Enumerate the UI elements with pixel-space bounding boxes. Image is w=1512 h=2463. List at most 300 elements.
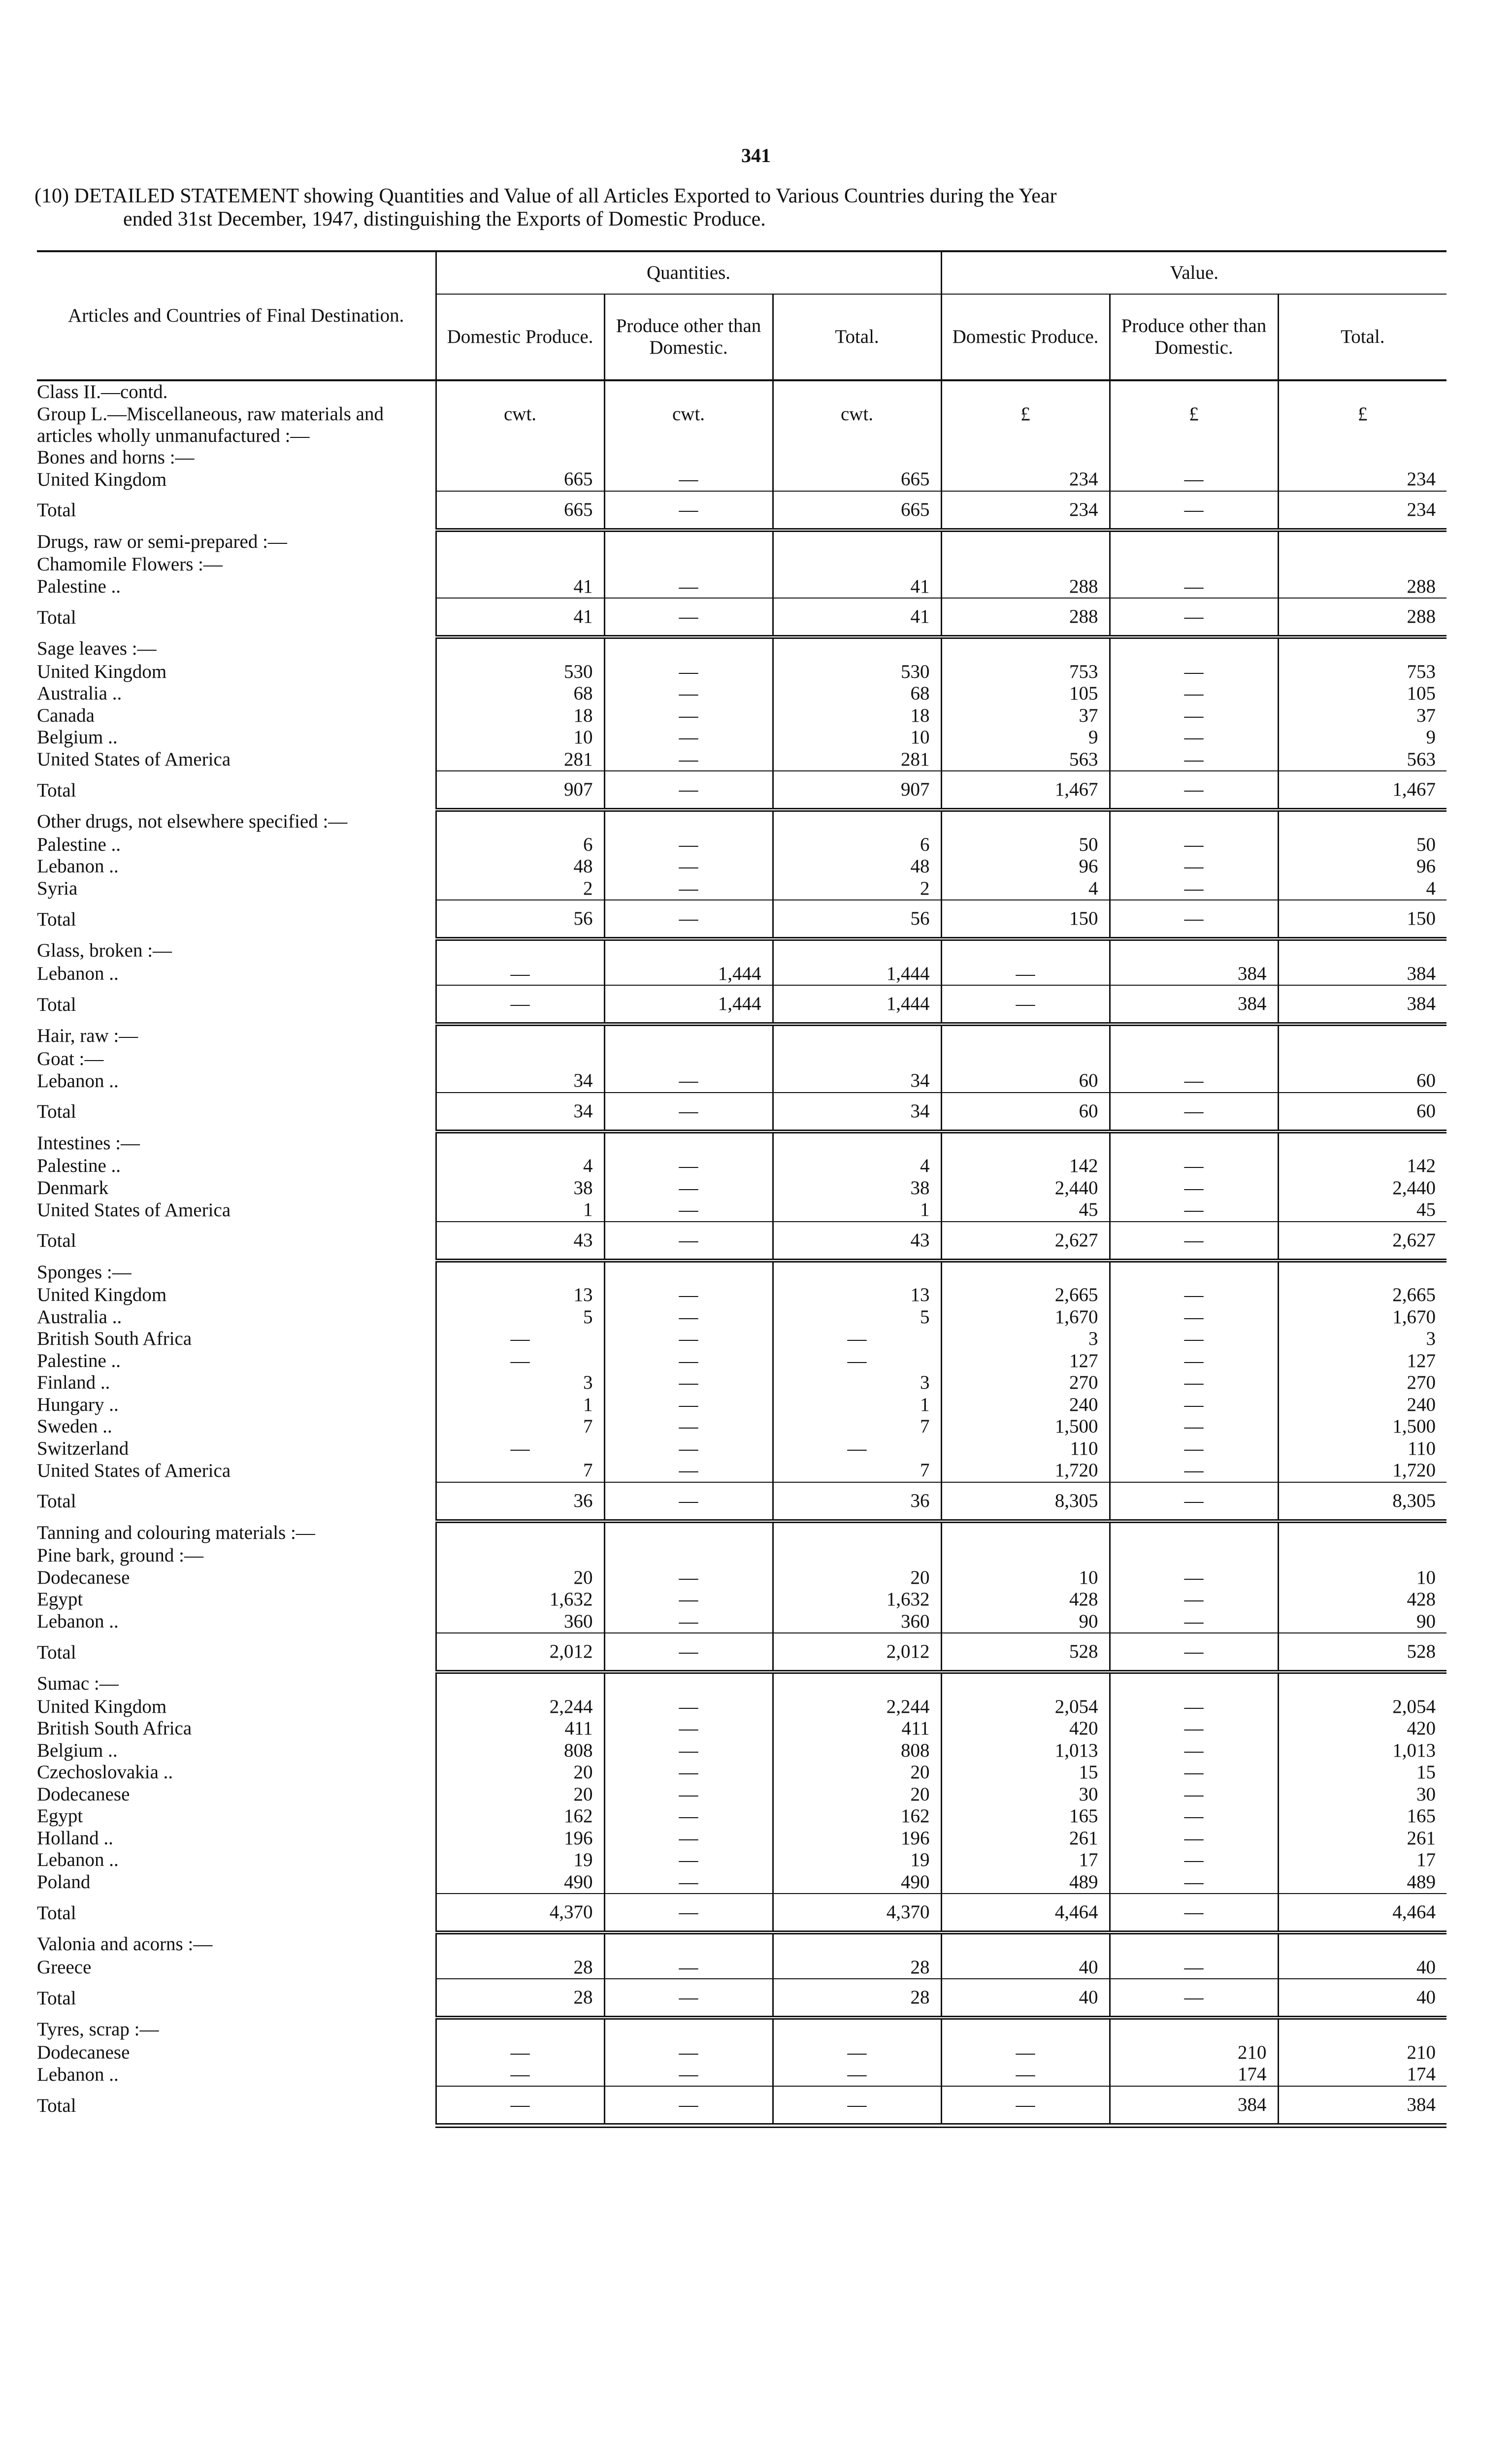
col-header-val-other: Produce other than Domestic.: [1110, 294, 1278, 380]
destination-label: Switzerland: [37, 1437, 129, 1459]
destination-label: Australia ..: [37, 1306, 122, 1328]
section-heading-row: [37, 1132, 1446, 1156]
total-label: Total: [37, 1902, 76, 1924]
empty-cell: [1110, 1672, 1278, 1696]
empty-cell: [436, 1261, 604, 1285]
cell-val-total: 1,500: [1278, 1416, 1446, 1438]
empty-cell: [941, 554, 1110, 576]
cell-val-other: —: [1110, 1957, 1278, 1979]
cell-qty-total: 4: [773, 1155, 941, 1177]
cell-qty-other: —: [604, 1849, 773, 1871]
cell-qty-domestic: —: [436, 1438, 604, 1460]
cell-val-domestic: 234: [941, 468, 1110, 491]
cell-qty-domestic: 28: [436, 1979, 604, 2018]
destination-label: United States of America: [37, 749, 231, 770]
cell-val-total: 288: [1278, 576, 1446, 599]
cell-qty-domestic: 490: [436, 1871, 604, 1894]
section-heading: Glass, broken :—: [37, 940, 172, 961]
cell-val-domestic: 40: [941, 1957, 1110, 1979]
destination-label: United Kingdom: [37, 1284, 167, 1305]
cell-val-domestic: 1,013: [941, 1740, 1110, 1762]
empty-cell: [773, 554, 941, 576]
cell-qty-total: 7: [773, 1416, 941, 1438]
cell-val-other: —: [1110, 598, 1278, 637]
section-heading: Bones and horns :—: [37, 446, 195, 468]
section-heading-row: [37, 1261, 1446, 1285]
page-heading: [34, 185, 1453, 231]
total-label: Total: [37, 1491, 76, 1512]
section-heading: Valonia and acorns :—: [37, 1933, 213, 1955]
cell-val-total: 50: [1278, 834, 1446, 856]
cell-val-other: —: [1110, 1567, 1278, 1589]
cell-qty-total: —: [773, 1328, 941, 1350]
destination-label: Greece: [37, 1957, 92, 1978]
section-heading-row: [37, 1672, 1446, 1696]
destination-label: British South Africa: [37, 1328, 192, 1349]
empty-cell: [604, 1132, 773, 1156]
cell-qty-other: —: [604, 1805, 773, 1828]
cell-val-domestic: 40: [941, 1979, 1110, 2018]
cell-val-domestic: 4,464: [941, 1894, 1110, 1932]
cell-val-total: 4,464: [1278, 1894, 1446, 1932]
table-row: [37, 1696, 1446, 1718]
cell-qty-total: 162: [773, 1805, 941, 1828]
cell-val-total: 2,440: [1278, 1177, 1446, 1199]
table-row: [37, 1372, 1446, 1394]
cell-qty-other: —: [604, 1784, 773, 1806]
table-row: [37, 1589, 1446, 1611]
cell-val-domestic: 2,665: [941, 1284, 1110, 1306]
empty-cell: [941, 810, 1110, 834]
cell-qty-domestic: 20: [436, 1784, 604, 1806]
cell-qty-other: —: [604, 1589, 773, 1611]
col-header-articles: Articles and Countries of Final Destination.: [37, 251, 436, 380]
destination-label: Palestine ..: [37, 833, 121, 855]
table-row: [37, 1284, 1446, 1306]
cell-val-other: —: [1110, 1979, 1278, 2018]
empty-cell: [773, 1261, 941, 1285]
section-heading: Chamomile Flowers :—: [37, 554, 223, 575]
cell-val-domestic: 2,054: [941, 1696, 1110, 1718]
cell-qty-domestic: 907: [436, 771, 604, 810]
empty-cell: [1278, 1932, 1446, 1957]
cell-val-total: 270: [1278, 1372, 1446, 1394]
cell-val-other: —: [1110, 834, 1278, 856]
total-label: Total: [37, 1230, 76, 1251]
cell-qty-total: 43: [773, 1222, 941, 1261]
empty-cell: [1278, 1261, 1446, 1285]
cell-qty-other: —: [604, 1284, 773, 1306]
empty-cell: [436, 1521, 604, 1545]
cell-qty-total: —: [773, 1350, 941, 1372]
cell-val-total: 37: [1278, 705, 1446, 727]
cell-qty-total: 10: [773, 727, 941, 749]
cell-val-other: —: [1110, 683, 1278, 705]
total-row: [37, 1894, 1446, 1932]
table-row: [37, 468, 1446, 491]
cell-qty-other: —: [604, 1696, 773, 1718]
total-row: [37, 1222, 1446, 1261]
total-label: Total: [37, 499, 76, 521]
class-label: Class II.—contd.: [37, 381, 168, 402]
total-row: [37, 491, 1446, 530]
cell-qty-domestic: —: [436, 985, 604, 1024]
empty-cell: [941, 1132, 1110, 1156]
cell-qty-other: —: [604, 727, 773, 749]
empty-cell: [604, 554, 773, 576]
cell-val-other: —: [1110, 1284, 1278, 1306]
total-row: [37, 900, 1446, 939]
cell-qty-domestic: 7: [436, 1460, 604, 1482]
cell-val-other: —: [1110, 705, 1278, 727]
cell-qty-domestic: —: [436, 1350, 604, 1372]
empty-cell: [1278, 1132, 1446, 1156]
destination-label: British South Africa: [37, 1718, 192, 1739]
empty-cell: [941, 1024, 1110, 1048]
destination-label: United Kingdom: [37, 468, 167, 490]
section-heading: Intestines :—: [37, 1132, 140, 1154]
col-header-qty-total: Total.: [773, 294, 941, 380]
empty-cell: [941, 1048, 1110, 1070]
empty-cell: [604, 939, 773, 963]
cell-qty-domestic: 38: [436, 1177, 604, 1199]
total-row: [37, 1979, 1446, 2018]
cell-val-total: 563: [1278, 749, 1446, 771]
cell-qty-other: —: [604, 705, 773, 727]
cell-qty-domestic: 1: [436, 1394, 604, 1416]
destination-label: Lebanon ..: [37, 963, 119, 984]
cell-qty-total: 19: [773, 1849, 941, 1871]
empty-cell: [941, 1672, 1110, 1696]
cell-val-total: 60: [1278, 1070, 1446, 1093]
cell-val-other: —: [1110, 727, 1278, 749]
cell-val-total: 4: [1278, 878, 1446, 900]
total-label: Total: [37, 1641, 76, 1663]
units-row: [37, 403, 1446, 447]
cell-qty-other: —: [604, 1871, 773, 1894]
cell-val-total: 165: [1278, 1805, 1446, 1828]
cell-qty-total: —: [773, 2064, 941, 2086]
empty-cell: [773, 2018, 941, 2042]
cell-val-other: —: [1110, 1460, 1278, 1482]
section-heading-row: [37, 530, 1446, 554]
cell-val-other: —: [1110, 1177, 1278, 1199]
empty-cell: [941, 1545, 1110, 1567]
table-row: [37, 1350, 1446, 1372]
empty-cell: [604, 2018, 773, 2042]
empty-cell: [604, 637, 773, 661]
cell-qty-other: —: [604, 1328, 773, 1350]
section-heading: Drugs, raw or semi-prepared :—: [37, 531, 287, 552]
cell-qty-other: —: [604, 1306, 773, 1329]
empty-cell: [436, 810, 604, 834]
unit-qty-other: cwt.: [604, 403, 773, 447]
cell-qty-other: —: [604, 1828, 773, 1850]
empty-cell: [436, 1932, 604, 1957]
table-row: [37, 1784, 1446, 1806]
cell-val-other: —: [1110, 1222, 1278, 1261]
cell-qty-total: 38: [773, 1177, 941, 1199]
section-heading: Sumac :—: [37, 1673, 119, 1694]
cell-val-total: 1,670: [1278, 1306, 1446, 1329]
table-row: [37, 1460, 1446, 1482]
cell-val-domestic: —: [941, 2064, 1110, 2086]
cell-qty-other: 1,444: [604, 985, 773, 1024]
cell-val-total: 142: [1278, 1155, 1446, 1177]
cell-val-domestic: 9: [941, 727, 1110, 749]
section-heading: Goat :—: [37, 1048, 104, 1069]
cell-val-domestic: 1,670: [941, 1306, 1110, 1329]
cell-qty-domestic: 4: [436, 1155, 604, 1177]
empty-cell: [1278, 2018, 1446, 2042]
cell-qty-other: —: [604, 1740, 773, 1762]
cell-val-domestic: 60: [941, 1093, 1110, 1132]
cell-val-total: 40: [1278, 1979, 1446, 2018]
section-heading: Tanning and colouring materials :—: [37, 1522, 315, 1543]
empty-cell: [1110, 447, 1278, 469]
cell-val-other: —: [1110, 1093, 1278, 1132]
cell-qty-other: 1,444: [604, 963, 773, 986]
cell-val-domestic: —: [941, 963, 1110, 986]
empty-cell: [773, 530, 941, 554]
cell-val-total: 17: [1278, 1849, 1446, 1871]
cell-val-domestic: —: [941, 985, 1110, 1024]
cell-val-other: —: [1110, 1696, 1278, 1718]
section-heading: Pine bark, ground :—: [37, 1545, 203, 1566]
cell-qty-total: 3: [773, 1372, 941, 1394]
cell-val-total: 2,627: [1278, 1222, 1446, 1261]
cell-val-total: 210: [1278, 2042, 1446, 2064]
cell-val-domestic: 2,627: [941, 1222, 1110, 1261]
cell-qty-other: —: [604, 1438, 773, 1460]
empty-cell: [1110, 1024, 1278, 1048]
cell-qty-total: 665: [773, 491, 941, 530]
total-row: [37, 771, 1446, 810]
cell-qty-domestic: 3: [436, 1372, 604, 1394]
cell-val-total: 30: [1278, 1784, 1446, 1806]
destination-label: Lebanon ..: [37, 2064, 119, 2085]
cell-val-other: —: [1110, 1482, 1278, 1521]
cell-qty-other: —: [604, 1482, 773, 1521]
cell-val-domestic: 270: [941, 1372, 1110, 1394]
cell-qty-domestic: —: [436, 1328, 604, 1350]
cell-qty-other: —: [604, 468, 773, 491]
section-heading: Other drugs, not elsewhere specified :—: [37, 811, 348, 832]
total-row: [37, 1093, 1446, 1132]
cell-val-domestic: 96: [941, 856, 1110, 878]
cell-qty-other: —: [604, 1394, 773, 1416]
empty-cell: [1110, 2018, 1278, 2042]
table-row: [37, 1416, 1446, 1438]
empty-cell: [1278, 1672, 1446, 1696]
cell-qty-domestic: —: [436, 2064, 604, 2086]
cell-val-other: —: [1110, 1740, 1278, 1762]
cell-val-domestic: 110: [941, 1438, 1110, 1460]
heading-line-1: DETAILED STATEMENT showing Quantities and Value of all Articles Exported to Various Countries during the Year: [74, 185, 1057, 207]
destination-label: Finland ..: [37, 1372, 110, 1393]
col-header-quantities: Quantities.: [436, 251, 941, 294]
cell-val-domestic: 4: [941, 878, 1110, 900]
cell-qty-other: —: [604, 749, 773, 771]
table-row: [37, 878, 1446, 900]
empty-cell: [1278, 1545, 1446, 1567]
table-row: [37, 1762, 1446, 1784]
cell-qty-domestic: 2,244: [436, 1696, 604, 1718]
cell-qty-total: 5: [773, 1306, 941, 1329]
cell-val-domestic: 165: [941, 1805, 1110, 1828]
table-row: [37, 661, 1446, 683]
destination-label: Dodecanese: [37, 2041, 130, 2063]
empty-cell: [436, 1132, 604, 1156]
cell-val-total: 489: [1278, 1871, 1446, 1894]
empty-cell: [436, 637, 604, 661]
cell-qty-total: 34: [773, 1070, 941, 1093]
cell-qty-domestic: 665: [436, 468, 604, 491]
empty-cell: [941, 1261, 1110, 1285]
empty-cell: [1110, 1932, 1278, 1957]
cell-val-total: 1,467: [1278, 771, 1446, 810]
empty-cell: [436, 1672, 604, 1696]
cell-val-other: 174: [1110, 2064, 1278, 2086]
class-row: [37, 380, 1446, 403]
cell-val-other: 384: [1110, 985, 1278, 1024]
cell-qty-other: —: [604, 1957, 773, 1979]
cell-val-other: 210: [1110, 2042, 1278, 2064]
empty-cell: [436, 554, 604, 576]
cell-qty-total: 1,632: [773, 1589, 941, 1611]
empty-cell: [773, 939, 941, 963]
total-row: [37, 1482, 1446, 1521]
cell-val-total: 3: [1278, 1328, 1446, 1350]
col-header-qty-domestic: Domestic Produce.: [436, 294, 604, 380]
destination-label: United Kingdom: [37, 1696, 167, 1717]
cell-qty-total: —: [773, 2086, 941, 2126]
cell-qty-total: 530: [773, 661, 941, 683]
cell-qty-total: 13: [773, 1284, 941, 1306]
cell-qty-total: 28: [773, 1979, 941, 2018]
empty-cell: [1278, 939, 1446, 963]
cell-val-other: —: [1110, 576, 1278, 599]
cell-qty-other: —: [604, 834, 773, 856]
destination-label: United States of America: [37, 1460, 231, 1481]
empty-cell: [1110, 939, 1278, 963]
cell-val-other: —: [1110, 1762, 1278, 1784]
empty-cell: [773, 1932, 941, 1957]
table-row: [37, 1740, 1446, 1762]
table-row: [37, 1718, 1446, 1740]
cell-qty-domestic: 4,370: [436, 1894, 604, 1932]
cell-val-total: 45: [1278, 1199, 1446, 1222]
cell-qty-other: —: [604, 1093, 773, 1132]
table-row: [37, 576, 1446, 599]
empty-cell: [604, 447, 773, 469]
destination-label: Dodecanese: [37, 1566, 130, 1588]
empty-cell: [1278, 1521, 1446, 1545]
empty-cell: [941, 1932, 1110, 1957]
cell-val-total: 127: [1278, 1350, 1446, 1372]
cell-val-total: 384: [1278, 985, 1446, 1024]
cell-qty-other: —: [604, 1177, 773, 1199]
empty-cell: [773, 810, 941, 834]
empty-cell: [773, 1672, 941, 1696]
section-heading: Sponges :—: [37, 1261, 131, 1283]
cell-qty-domestic: 41: [436, 576, 604, 599]
cell-qty-domestic: 43: [436, 1222, 604, 1261]
empty-cell: [604, 1932, 773, 1957]
cell-qty-total: 41: [773, 598, 941, 637]
empty-cell: [1110, 1521, 1278, 1545]
cell-val-domestic: 37: [941, 705, 1110, 727]
empty-cell: [604, 810, 773, 834]
cell-qty-total: 2,012: [773, 1633, 941, 1672]
cell-qty-other: —: [604, 1633, 773, 1672]
total-row: [37, 1633, 1446, 1672]
unit-val-other: £: [1110, 403, 1278, 447]
destination-label: Belgium ..: [37, 727, 118, 748]
cell-qty-other: —: [604, 771, 773, 810]
cell-val-other: —: [1110, 1438, 1278, 1460]
cell-qty-domestic: 10: [436, 727, 604, 749]
cell-qty-domestic: 20: [436, 1567, 604, 1589]
cell-val-other: 384: [1110, 2086, 1278, 2126]
cell-qty-total: 907: [773, 771, 941, 810]
cell-qty-domestic: —: [436, 2042, 604, 2064]
cell-qty-domestic: 281: [436, 749, 604, 771]
table-row: [37, 963, 1446, 986]
section-heading-row: [37, 939, 1446, 963]
cell-val-domestic: 288: [941, 598, 1110, 637]
empty-cell: [1110, 637, 1278, 661]
cell-val-other: —: [1110, 1155, 1278, 1177]
cell-val-total: 90: [1278, 1611, 1446, 1633]
cell-qty-domestic: 808: [436, 1740, 604, 1762]
table-row: [37, 1957, 1446, 1979]
total-label: Total: [37, 1987, 76, 2009]
cell-val-other: —: [1110, 856, 1278, 878]
empty-cell: [1278, 637, 1446, 661]
cell-val-total: 2,054: [1278, 1696, 1446, 1718]
destination-label: Egypt: [37, 1589, 83, 1610]
unit-qty-domestic: cwt.: [436, 403, 604, 447]
cell-qty-domestic: 19: [436, 1849, 604, 1871]
cell-val-other: —: [1110, 1871, 1278, 1894]
cell-val-domestic: 8,305: [941, 1482, 1110, 1521]
cell-qty-domestic: 20: [436, 1762, 604, 1784]
empty-cell: [941, 447, 1110, 469]
total-row: [37, 985, 1446, 1024]
cell-val-total: 288: [1278, 598, 1446, 637]
destination-label: Lebanon ..: [37, 1849, 119, 1870]
cell-qty-domestic: —: [436, 2086, 604, 2126]
cell-val-domestic: 563: [941, 749, 1110, 771]
cell-val-other: 384: [1110, 963, 1278, 986]
empty-cell: [1278, 1024, 1446, 1048]
empty-cell: [1110, 1048, 1278, 1070]
section-heading-row: [37, 1048, 1446, 1070]
destination-label: Palestine ..: [37, 1155, 121, 1176]
cell-val-other: —: [1110, 1784, 1278, 1806]
table-row: [37, 1155, 1446, 1177]
cell-qty-total: 2,244: [773, 1696, 941, 1718]
cell-qty-other: —: [604, 900, 773, 939]
page-number: 341: [741, 144, 771, 166]
cell-qty-other: —: [604, 1222, 773, 1261]
cell-qty-other: —: [604, 1762, 773, 1784]
cell-qty-total: 2: [773, 878, 941, 900]
total-label: Total: [37, 1101, 76, 1122]
cell-val-other: —: [1110, 771, 1278, 810]
empty-cell: [436, 2018, 604, 2042]
